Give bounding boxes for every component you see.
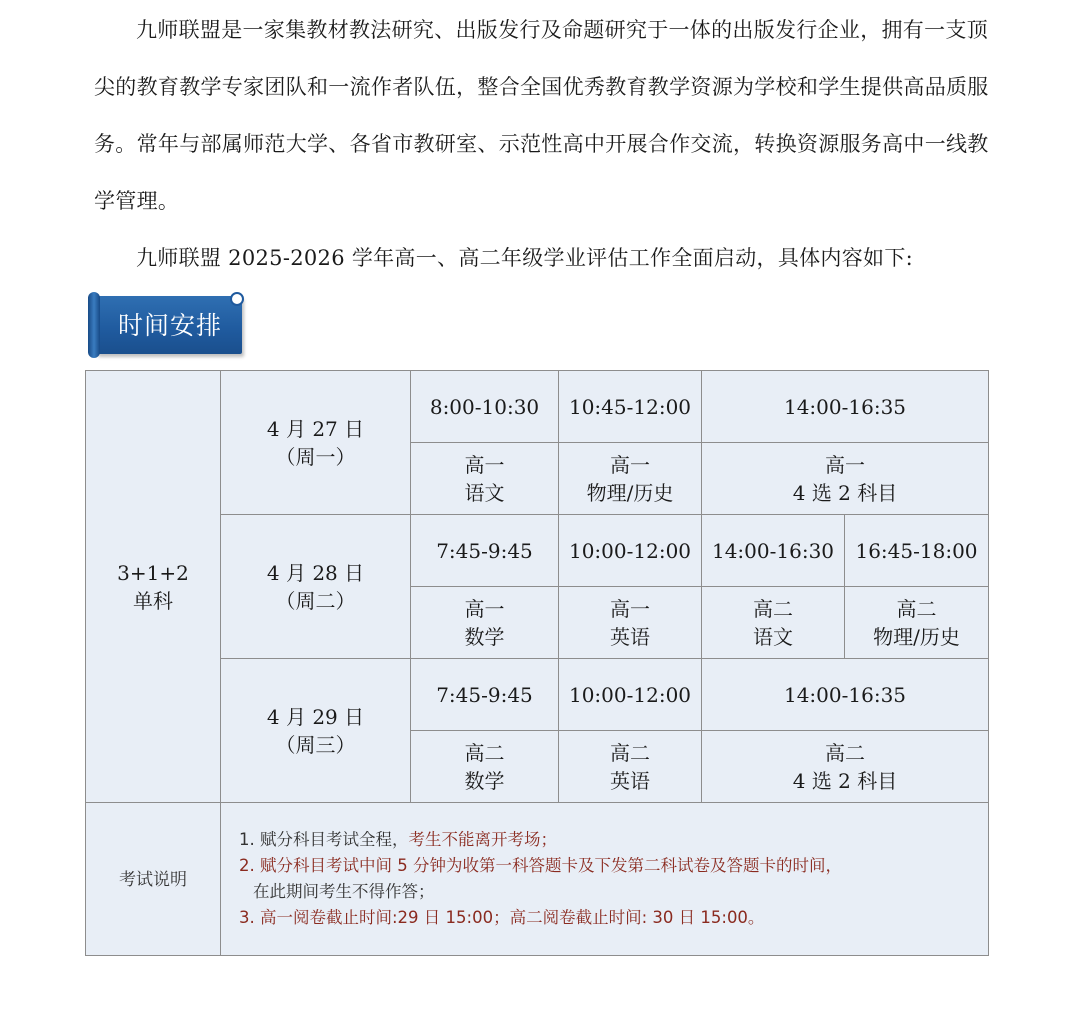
- grade: 高二: [610, 740, 650, 765]
- note-2-b: 在此期间考生不得作答；: [253, 882, 435, 901]
- subject: 物理/历史: [873, 624, 960, 649]
- grade: 高一: [610, 452, 650, 477]
- day1-time-row: [86, 371, 989, 443]
- subject: 语文: [464, 480, 505, 505]
- time-cell: 8:00-10:30: [411, 371, 559, 443]
- day3-date-cell: [221, 659, 411, 803]
- note-3-a: 3. 高一阅卷截止时间:29 日 15:00；: [239, 908, 510, 927]
- intro-paragraph-1: 九师联盟是一家集教材教法研究、出版发行及命题研究于一体的出版发行企业，拥有一支顶尖的教育教学专家团队和一流作者队伍，整合全国优秀教育教学资源为学校和学生提供高品质服务。常年与部属师范大学、各省市教研室、示范性高中开展合作交流，转换资源服务高中一线教学管理。: [94, 18, 989, 213]
- subject: 4 选 2 科目: [792, 768, 898, 793]
- subject-cell: [411, 443, 559, 515]
- note-3: [239, 905, 988, 931]
- subject-cell: [845, 587, 989, 659]
- time-cell: 7:45-9:45: [411, 659, 559, 731]
- subject-cell: [702, 443, 989, 515]
- time-cell: 16:45-18:00: [845, 515, 989, 587]
- notes-cell: [221, 803, 989, 956]
- time-cell: 10:45-12:00: [559, 371, 702, 443]
- day2-date: 4 月 28 日: [266, 560, 365, 585]
- subject-cell: [559, 731, 702, 803]
- grade: 高一: [464, 452, 505, 477]
- day3-weekday: （周三）: [275, 732, 356, 757]
- notes-label: 考试说明: [119, 870, 187, 890]
- grade: 高一: [825, 452, 865, 477]
- time-cell: 10:00-12:00: [559, 515, 702, 587]
- day2-weekday: （周二）: [275, 588, 356, 613]
- section-banner: [88, 292, 244, 360]
- subject-cell: [411, 731, 559, 803]
- subject-cell: [702, 587, 845, 659]
- note-1-b: 考生不能离开考场；: [408, 830, 557, 849]
- note-1: [239, 827, 988, 853]
- time-cell: 14:00-16:35: [702, 371, 989, 443]
- subject: 物理/历史: [586, 480, 674, 505]
- exam-schedule-table: [85, 370, 989, 956]
- time-cell: 14:00-16:35: [702, 659, 989, 731]
- grade: 高一: [464, 596, 505, 621]
- note-1-a: 1. 赋分科目考试全程，: [239, 830, 409, 849]
- notes-label-cell: [86, 803, 221, 956]
- subject-cell: [411, 587, 559, 659]
- grade: 高一: [610, 596, 650, 621]
- grade: 高二: [825, 740, 865, 765]
- grade: 高二: [753, 596, 793, 621]
- subject: 4 选 2 科目: [792, 480, 898, 505]
- day2-time-row: [86, 515, 989, 587]
- notes-row: [86, 803, 989, 956]
- time-cell: 10:00-12:00: [559, 659, 702, 731]
- day1-date: 4 月 27 日: [266, 416, 365, 441]
- subject: 语文: [753, 624, 793, 649]
- day3-time-row: [86, 659, 989, 731]
- scroll-roll-icon: [88, 292, 100, 358]
- grade: 高二: [464, 740, 505, 765]
- category-line1: 3+1+2: [117, 560, 189, 585]
- note-2: [239, 853, 988, 905]
- subject: 数学: [464, 768, 505, 793]
- subject: 数学: [464, 624, 505, 649]
- day2-date-cell: [221, 515, 411, 659]
- note-2-a: 2. 赋分科目考试中间 5 分钟为收第一科答题卡及下发第二科试卷及答题卡的时间，: [239, 856, 842, 875]
- note-3-b: 高二阅卷截止时间: 30 日 15:00。: [509, 908, 765, 927]
- intro-paragraph-2: 九师联盟 2025-2026 学年高一、高二年级学业评估工作全面启动，具体内容如下:: [136, 246, 914, 270]
- day1-weekday: （周一）: [275, 444, 356, 469]
- subject: 英语: [610, 768, 650, 793]
- grade: 高二: [896, 596, 937, 621]
- time-cell: 7:45-9:45: [411, 515, 559, 587]
- subject-cell: [559, 443, 702, 515]
- scroll-curl-icon: [230, 292, 244, 306]
- time-cell: 14:00-16:30: [702, 515, 845, 587]
- category-cell: [86, 371, 221, 803]
- day3-date: 4 月 29 日: [266, 704, 365, 729]
- day1-date-cell: [221, 371, 411, 515]
- banner-title: 时间安排: [118, 311, 223, 340]
- subject-cell: [559, 587, 702, 659]
- subject-cell: [702, 731, 989, 803]
- category-line2: 单科: [133, 588, 173, 613]
- subject: 英语: [610, 624, 650, 649]
